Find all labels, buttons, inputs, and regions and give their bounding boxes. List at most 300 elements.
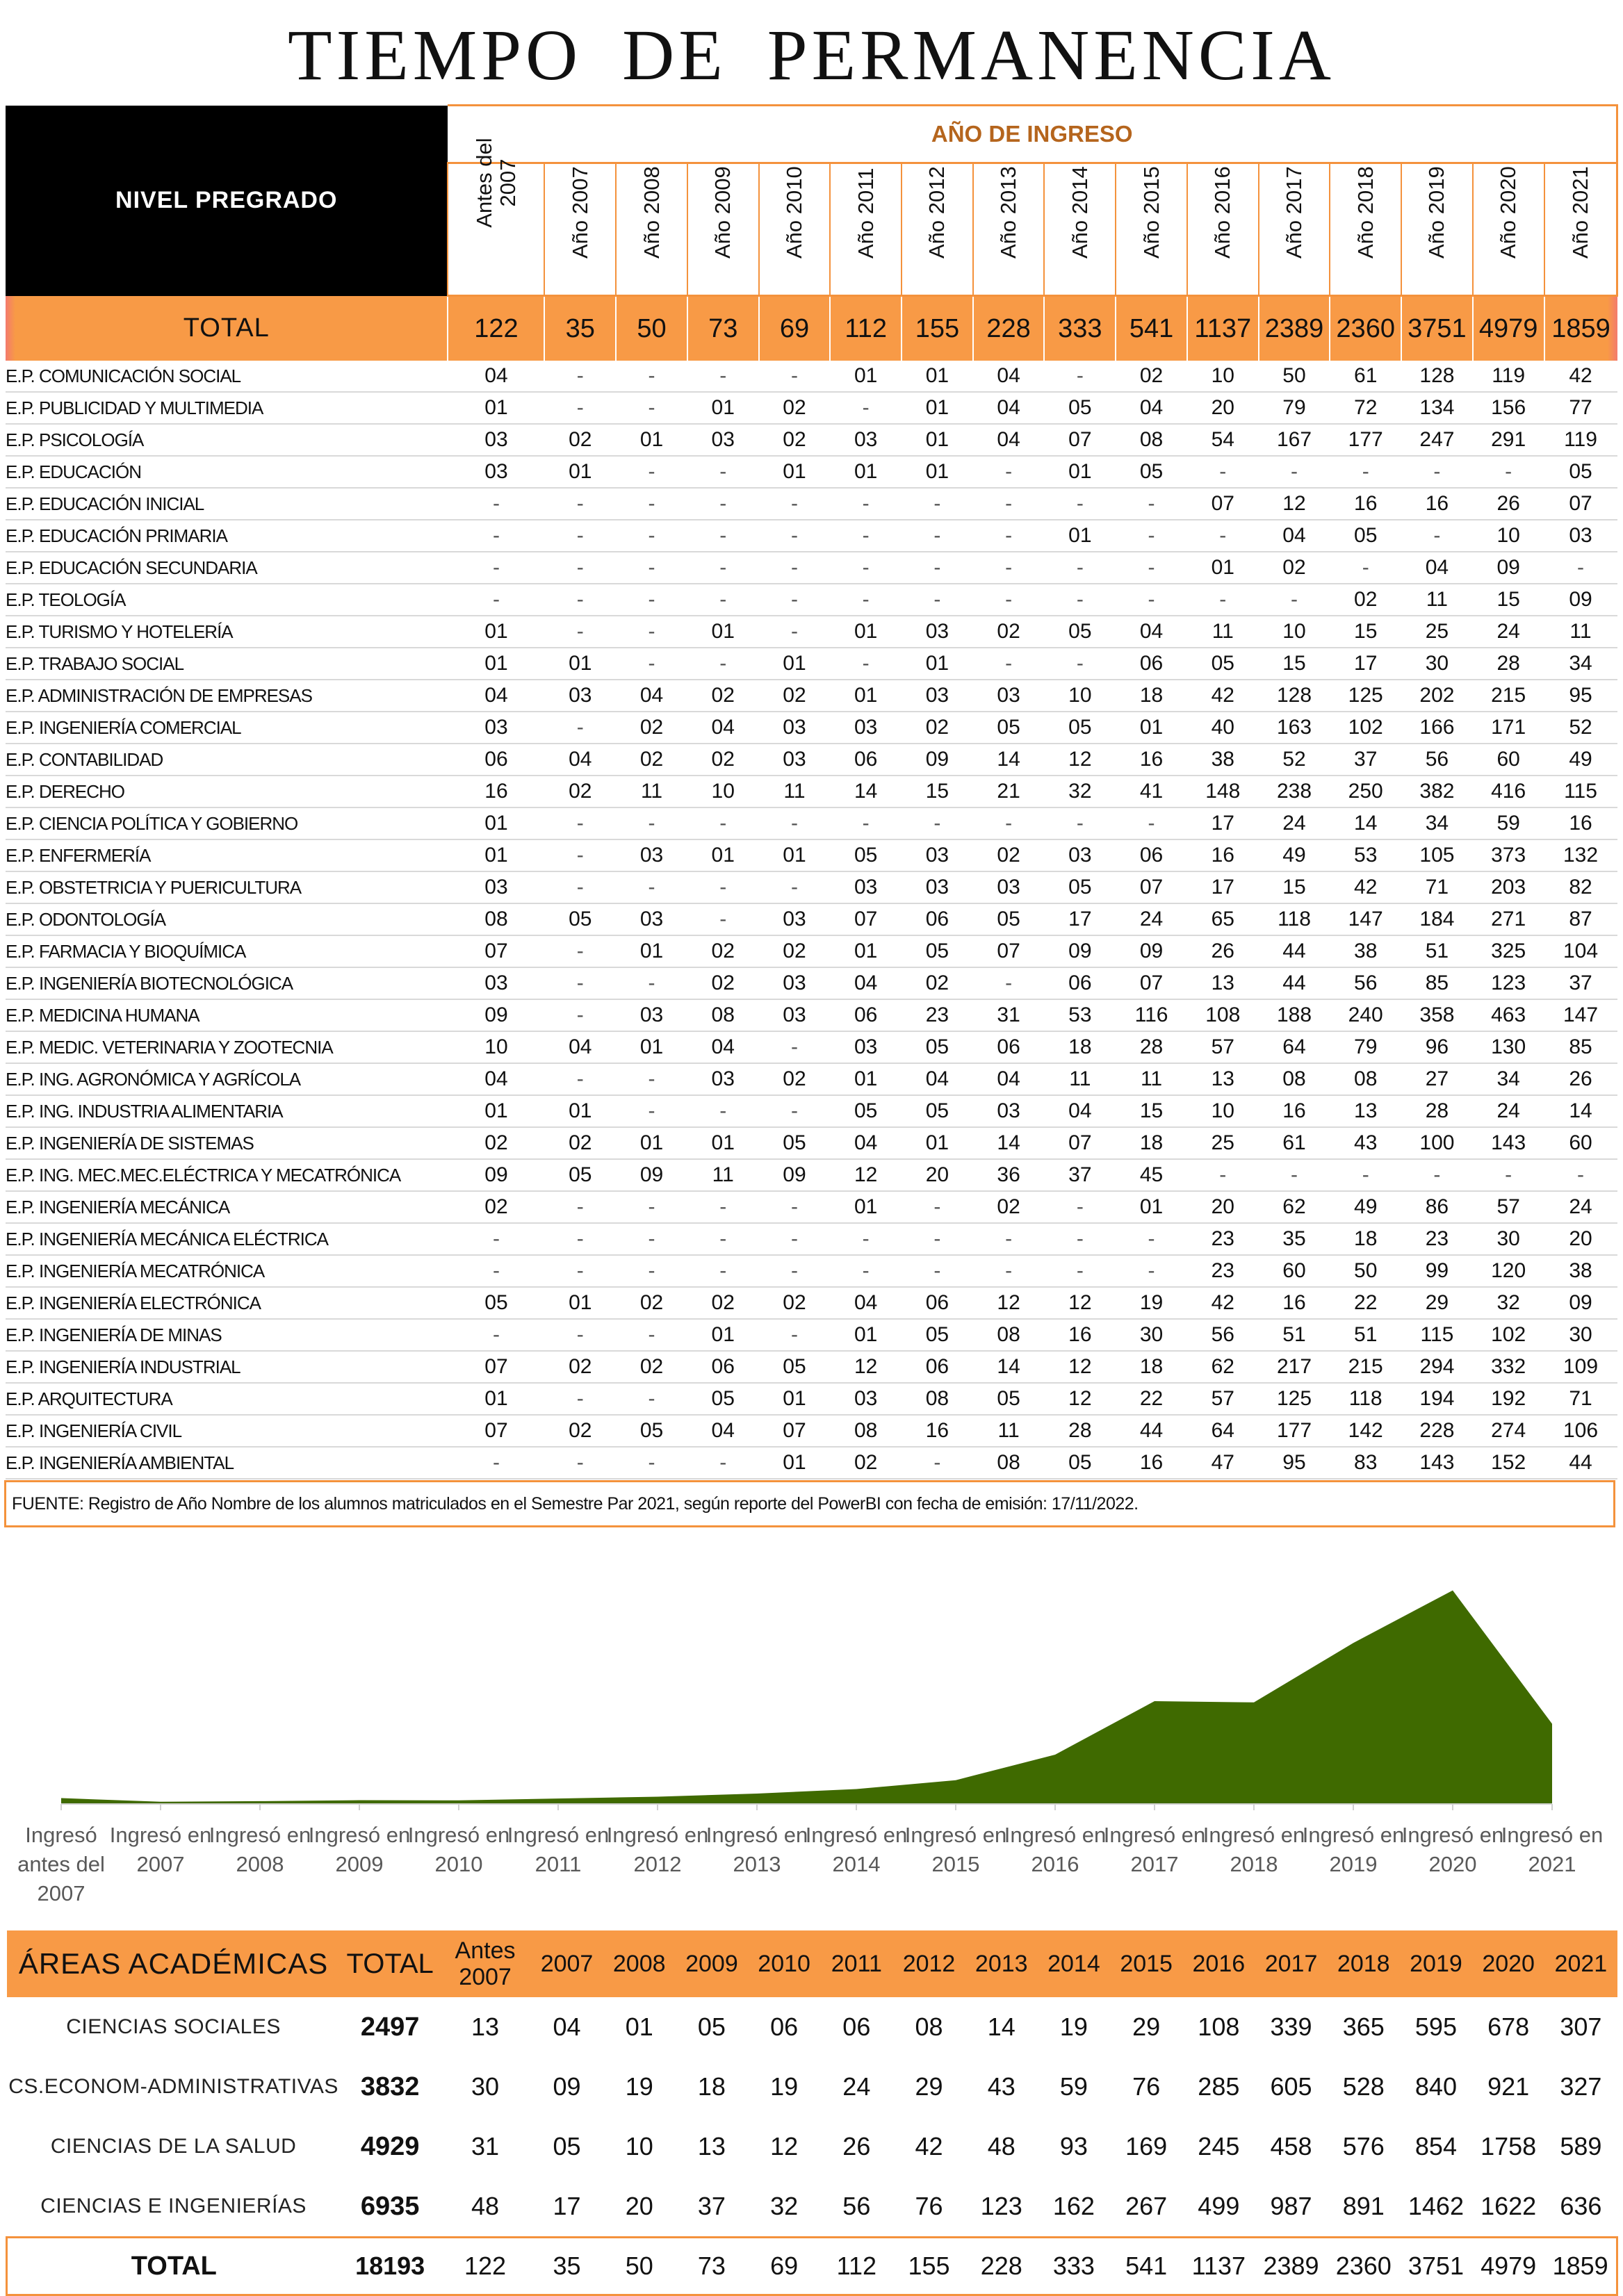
area-cell: 09 bbox=[553, 2072, 581, 2101]
total-value: 228 bbox=[973, 296, 1045, 361]
program-name: E.P. INGENIERÍA BIOTECNOLÓGICA bbox=[6, 967, 448, 999]
table-cell: 53 bbox=[1330, 839, 1401, 871]
areas-total-label: TOTAL bbox=[7, 2238, 341, 2295]
table-cell: 128 bbox=[1259, 680, 1330, 712]
areas-header-cell: 2019 bbox=[1400, 1930, 1472, 1997]
table-cell: - bbox=[1116, 1255, 1187, 1287]
table-cell: 14 bbox=[1544, 1095, 1617, 1127]
table-cell: 18 bbox=[1116, 1351, 1187, 1383]
table-cell: 03 bbox=[902, 680, 973, 712]
table-row bbox=[6, 903, 1617, 935]
areas-row bbox=[7, 2057, 1617, 2117]
areas-header-cell: 2008 bbox=[603, 1930, 676, 1997]
table-cell: - bbox=[902, 552, 973, 584]
table-cell: 02 bbox=[616, 1287, 687, 1319]
table-cell: - bbox=[544, 584, 616, 616]
table-cell: 37 bbox=[1544, 967, 1617, 999]
table-cell: 12 bbox=[830, 1159, 902, 1191]
table-cell: - bbox=[759, 584, 831, 616]
table-cell: 09 bbox=[1473, 552, 1544, 584]
area-cell: 24 bbox=[842, 2072, 871, 2101]
table-row bbox=[6, 967, 1617, 999]
table-cell: 167 bbox=[1259, 424, 1330, 456]
program-name: E.P. TEOLOGÍA bbox=[6, 584, 448, 616]
program-name: E.P. INGENIERÍA COMERCIAL bbox=[6, 712, 448, 744]
table-cell: 09 bbox=[902, 744, 973, 776]
areas-total-row bbox=[7, 2238, 1617, 2295]
table-cell: 10 bbox=[1259, 616, 1330, 648]
year-header-label: Año 2019 bbox=[1424, 166, 1449, 259]
table-cell: 02 bbox=[1259, 552, 1330, 584]
area-cell: 245 bbox=[1198, 2132, 1240, 2160]
table-cell: 04 bbox=[1401, 552, 1473, 584]
table-cell: 08 bbox=[830, 1415, 902, 1447]
program-name: E.P. ING. MEC.MEC.ELÉCTRICA Y MECATRÓNICA bbox=[6, 1159, 448, 1191]
table-cell: - bbox=[902, 807, 973, 839]
table-cell: 11 bbox=[1116, 1063, 1187, 1095]
areas-total-cell: 541 bbox=[1110, 2238, 1182, 2295]
table-cell: - bbox=[448, 488, 544, 520]
table-cell: 294 bbox=[1401, 1351, 1473, 1383]
table-cell: 20 bbox=[902, 1159, 973, 1191]
table-cell: 15 bbox=[1330, 616, 1401, 648]
table-cell: - bbox=[544, 361, 616, 392]
table-cell: 228 bbox=[1401, 1415, 1473, 1447]
table-cell: 03 bbox=[544, 680, 616, 712]
table-cell: 40 bbox=[1187, 712, 1259, 744]
table-cell: 71 bbox=[1401, 871, 1473, 903]
table-cell: 11 bbox=[1544, 616, 1617, 648]
table-cell: 02 bbox=[544, 1127, 616, 1159]
table-cell: 147 bbox=[1330, 903, 1401, 935]
table-cell: 08 bbox=[1259, 1063, 1330, 1095]
table-cell: 24 bbox=[1544, 1191, 1617, 1223]
table-cell: 11 bbox=[759, 776, 831, 807]
table-row bbox=[6, 1351, 1617, 1383]
area-cell: 76 bbox=[915, 2192, 943, 2220]
table-cell: 85 bbox=[1544, 1031, 1617, 1063]
year-header-label: Año 2009 bbox=[710, 166, 735, 259]
areas-total-cell: 2389 bbox=[1255, 2238, 1327, 2295]
program-name: E.P. ENFERMERÍA bbox=[6, 839, 448, 871]
area-cell: 48 bbox=[471, 2192, 500, 2220]
table-cell: 95 bbox=[1259, 1447, 1330, 1479]
table-cell: 147 bbox=[1544, 999, 1617, 1031]
table-cell: 03 bbox=[830, 1031, 902, 1063]
table-cell: - bbox=[1187, 1159, 1259, 1191]
areas-grand-total: 18193 bbox=[341, 2238, 440, 2295]
table-cell: 04 bbox=[830, 1127, 902, 1159]
table-cell: 07 bbox=[973, 935, 1045, 967]
table-row bbox=[6, 935, 1617, 967]
x-tick-label: Ingresó en 2007 bbox=[109, 1823, 212, 1876]
page-title: TIEMPO DE PERMANENCIA bbox=[288, 15, 1335, 95]
area-cell: 43 bbox=[987, 2072, 1016, 2101]
table-cell: 102 bbox=[1330, 712, 1401, 744]
area-cell: 32 bbox=[770, 2192, 799, 2220]
table-cell: - bbox=[616, 1447, 687, 1479]
table-cell: 62 bbox=[1259, 1191, 1330, 1223]
table-cell: 463 bbox=[1473, 999, 1544, 1031]
table-cell: 34 bbox=[1544, 648, 1617, 680]
program-name: E.P. ING. AGRONÓMICA Y AGRÍCOLA bbox=[6, 1063, 448, 1095]
table-cell: 13 bbox=[1187, 1063, 1259, 1095]
table-cell: - bbox=[830, 1255, 902, 1287]
table-cell: 07 bbox=[830, 903, 902, 935]
areas-total-cell: 73 bbox=[676, 2238, 748, 2295]
year-header bbox=[973, 163, 1045, 296]
area-cell: 05 bbox=[697, 2012, 726, 2041]
table-cell: 44 bbox=[1259, 935, 1330, 967]
table-cell: 04 bbox=[1259, 520, 1330, 552]
table-cell: 16 bbox=[1187, 839, 1259, 871]
table-cell: 12 bbox=[1044, 744, 1116, 776]
table-cell: - bbox=[616, 967, 687, 999]
table-cell: 01 bbox=[687, 392, 759, 424]
program-name: E.P. INGENIERÍA CIVIL bbox=[6, 1415, 448, 1447]
table-cell: 01 bbox=[830, 935, 902, 967]
table-cell: 194 bbox=[1401, 1383, 1473, 1415]
table-cell: 217 bbox=[1259, 1351, 1330, 1383]
table-cell: 02 bbox=[973, 616, 1045, 648]
table-cell: - bbox=[544, 839, 616, 871]
table-cell: 01 bbox=[902, 424, 973, 456]
x-tick-label: Ingresó en 2011 bbox=[507, 1823, 610, 1876]
program-name: E.P. INGENIERÍA MECÁNICA ELÉCTRICA bbox=[6, 1223, 448, 1255]
table-cell: 10 bbox=[1044, 680, 1116, 712]
table-cell: 02 bbox=[687, 680, 759, 712]
table-cell: 37 bbox=[1330, 744, 1401, 776]
table-cell: 118 bbox=[1330, 1383, 1401, 1415]
table-cell: - bbox=[830, 488, 902, 520]
table-cell: 03 bbox=[616, 999, 687, 1031]
area-cell: 06 bbox=[770, 2012, 799, 2041]
table-cell: - bbox=[830, 584, 902, 616]
table-cell: 56 bbox=[1330, 967, 1401, 999]
table-cell: 04 bbox=[544, 1031, 616, 1063]
table-cell: - bbox=[1116, 520, 1187, 552]
table-cell: 01 bbox=[544, 648, 616, 680]
area-cell: 339 bbox=[1270, 2012, 1312, 2041]
area-cell: 576 bbox=[1342, 2132, 1385, 2160]
table-cell: 132 bbox=[1544, 839, 1617, 871]
areas-total-cell: 228 bbox=[965, 2238, 1038, 2295]
table-cell: 01 bbox=[616, 424, 687, 456]
table-cell: 09 bbox=[759, 1159, 831, 1191]
table-cell: 30 bbox=[1116, 1319, 1187, 1351]
table-cell: 56 bbox=[1187, 1319, 1259, 1351]
table-cell: 11 bbox=[616, 776, 687, 807]
table-cell: 08 bbox=[687, 999, 759, 1031]
total-value: 1859 bbox=[1544, 296, 1617, 361]
table-cell: 05 bbox=[544, 1159, 616, 1191]
table-cell: 57 bbox=[1187, 1031, 1259, 1063]
table-cell: 171 bbox=[1473, 712, 1544, 744]
table-cell: 57 bbox=[1187, 1383, 1259, 1415]
total-value: 112 bbox=[830, 296, 902, 361]
area-cell: 499 bbox=[1198, 2192, 1240, 2220]
table-cell: 04 bbox=[448, 361, 544, 392]
area-cell: 854 bbox=[1414, 2132, 1457, 2160]
table-cell: 01 bbox=[830, 616, 902, 648]
table-cell: 21 bbox=[973, 776, 1045, 807]
areas-table bbox=[6, 1930, 1618, 2296]
area-cell: 31 bbox=[471, 2132, 500, 2160]
areas-row bbox=[7, 2176, 1617, 2238]
table-cell: 03 bbox=[448, 424, 544, 456]
table-cell: 11 bbox=[1187, 616, 1259, 648]
year-header-label: Año 2021 bbox=[1567, 166, 1592, 259]
table-cell: 20 bbox=[1187, 1191, 1259, 1223]
table-cell: 52 bbox=[1544, 712, 1617, 744]
table-cell: - bbox=[759, 488, 831, 520]
table-cell: 15 bbox=[1473, 584, 1544, 616]
table-cell: - bbox=[616, 1223, 687, 1255]
table-cell: 115 bbox=[1401, 1319, 1473, 1351]
table-cell: 02 bbox=[759, 1287, 831, 1319]
table-row bbox=[6, 1319, 1617, 1351]
table-cell: 100 bbox=[1401, 1127, 1473, 1159]
table-cell: - bbox=[973, 807, 1045, 839]
areas-row bbox=[7, 2117, 1617, 2176]
table-cell: 382 bbox=[1401, 776, 1473, 807]
table-cell: 16 bbox=[1116, 1447, 1187, 1479]
table-row bbox=[6, 1127, 1617, 1159]
table-cell: 01 bbox=[544, 456, 616, 488]
table-cell: - bbox=[448, 1223, 544, 1255]
ano-ingreso-header: AÑO DE INGRESO bbox=[448, 106, 1617, 163]
year-header-label: Año 2016 bbox=[1210, 166, 1235, 259]
area-cell: 08 bbox=[915, 2012, 943, 2041]
table-row bbox=[6, 1031, 1617, 1063]
table-cell: 04 bbox=[830, 967, 902, 999]
table-cell: 79 bbox=[1259, 392, 1330, 424]
x-tick-label: Ingresó en 2019 bbox=[1302, 1823, 1405, 1876]
year-header-label: Año 2007 bbox=[567, 166, 592, 259]
program-name: E.P. CIENCIA POLÍTICA Y GOBIERNO bbox=[6, 807, 448, 839]
table-cell: 358 bbox=[1401, 999, 1473, 1031]
table-cell: 41 bbox=[1116, 776, 1187, 807]
table-cell: - bbox=[687, 361, 759, 392]
x-tick-label: Ingresó en 2020 bbox=[1401, 1823, 1504, 1876]
table-cell: - bbox=[616, 616, 687, 648]
table-cell: 02 bbox=[1330, 584, 1401, 616]
area-cell: 76 bbox=[1132, 2072, 1161, 2101]
table-cell: 99 bbox=[1401, 1255, 1473, 1287]
table-cell: - bbox=[973, 1223, 1045, 1255]
table-cell: - bbox=[616, 1191, 687, 1223]
table-cell: 02 bbox=[544, 1351, 616, 1383]
year-header bbox=[1259, 163, 1330, 296]
table-cell: 10 bbox=[1187, 1095, 1259, 1127]
table-cell: 09 bbox=[1116, 935, 1187, 967]
table-cell: - bbox=[902, 1223, 973, 1255]
x-tick-label: Ingresó en 2012 bbox=[606, 1823, 709, 1876]
table-cell: 07 bbox=[759, 1415, 831, 1447]
areas-header-cell: 2014 bbox=[1038, 1930, 1110, 1997]
area-cell: 20 bbox=[625, 2192, 653, 2220]
areas-header-cell: 2010 bbox=[748, 1930, 820, 1997]
table-cell: - bbox=[448, 552, 544, 584]
table-cell: 11 bbox=[687, 1159, 759, 1191]
area-cell: 285 bbox=[1198, 2072, 1240, 2101]
table-cell: 24 bbox=[1259, 807, 1330, 839]
areas-header-cell: 2009 bbox=[676, 1930, 748, 1997]
table-cell: - bbox=[1259, 456, 1330, 488]
table-cell: - bbox=[902, 1255, 973, 1287]
total-value: 2360 bbox=[1330, 296, 1401, 361]
table-cell: 42 bbox=[1544, 361, 1617, 392]
table-cell: - bbox=[616, 392, 687, 424]
area-series bbox=[61, 1591, 1552, 1803]
table-cell: 60 bbox=[1473, 744, 1544, 776]
table-cell: - bbox=[1330, 1159, 1401, 1191]
table-cell: 105 bbox=[1401, 839, 1473, 871]
table-cell: 01 bbox=[687, 616, 759, 648]
table-cell: 05 bbox=[544, 903, 616, 935]
table-cell: 04 bbox=[973, 424, 1045, 456]
program-name: E.P. PUBLICIDAD Y MULTIMEDIA bbox=[6, 392, 448, 424]
table-cell: - bbox=[544, 520, 616, 552]
table-cell: 08 bbox=[1116, 424, 1187, 456]
table-cell: - bbox=[616, 807, 687, 839]
x-tick-label: Ingresó en 2010 bbox=[407, 1823, 510, 1876]
table-cell: 49 bbox=[1544, 744, 1617, 776]
area-total: 3832 bbox=[360, 2072, 420, 2101]
table-cell: 64 bbox=[1259, 1031, 1330, 1063]
table-cell: 123 bbox=[1473, 967, 1544, 999]
total-value: 69 bbox=[759, 296, 831, 361]
program-name: E.P. FARMACIA Y BIOQUÍMICA bbox=[6, 935, 448, 967]
table-cell: 16 bbox=[448, 776, 544, 807]
area-cell: 365 bbox=[1342, 2012, 1385, 2041]
table-row bbox=[6, 712, 1617, 744]
table-row bbox=[6, 1415, 1617, 1447]
table-cell: 28 bbox=[1044, 1415, 1116, 1447]
table-cell: 01 bbox=[687, 1127, 759, 1159]
table-cell: 02 bbox=[759, 424, 831, 456]
table-cell: 05 bbox=[1187, 648, 1259, 680]
total-value: 50 bbox=[616, 296, 687, 361]
table-cell: 01 bbox=[830, 456, 902, 488]
year-header bbox=[902, 163, 973, 296]
area-cell: 18 bbox=[697, 2072, 726, 2101]
table-cell: 02 bbox=[759, 1063, 831, 1095]
table-cell: 373 bbox=[1473, 839, 1544, 871]
table-cell: 128 bbox=[1401, 361, 1473, 392]
table-cell: 83 bbox=[1330, 1447, 1401, 1479]
table-cell: 03 bbox=[902, 839, 973, 871]
x-tick-label: Ingresó en 2014 bbox=[805, 1823, 908, 1876]
year-header-label: Año 2008 bbox=[639, 166, 664, 259]
table-cell: - bbox=[1044, 1255, 1116, 1287]
year-header-label: Año 2017 bbox=[1281, 166, 1306, 259]
table-cell: - bbox=[544, 392, 616, 424]
year-header bbox=[1473, 163, 1544, 296]
table-cell: 16 bbox=[1259, 1287, 1330, 1319]
table-cell: 04 bbox=[1116, 616, 1187, 648]
table-cell: - bbox=[759, 361, 831, 392]
year-header bbox=[448, 138, 544, 296]
table-cell: 15 bbox=[1259, 648, 1330, 680]
table-cell: 08 bbox=[973, 1447, 1045, 1479]
table-cell: 05 bbox=[902, 1031, 973, 1063]
table-cell: - bbox=[448, 1255, 544, 1287]
table-cell: - bbox=[759, 1255, 831, 1287]
table-row bbox=[6, 1159, 1617, 1191]
table-cell: 03 bbox=[973, 871, 1045, 903]
table-cell: - bbox=[616, 648, 687, 680]
table-cell: 06 bbox=[687, 1351, 759, 1383]
table-cell: 03 bbox=[830, 424, 902, 456]
table-cell: - bbox=[1330, 456, 1401, 488]
table-cell: 12 bbox=[1044, 1287, 1116, 1319]
table-cell: 03 bbox=[973, 680, 1045, 712]
x-tick-label: Ingresó en 2018 bbox=[1202, 1823, 1305, 1876]
table-cell: - bbox=[830, 552, 902, 584]
table-cell: 01 bbox=[448, 648, 544, 680]
table-cell: 87 bbox=[1544, 903, 1617, 935]
table-cell: 02 bbox=[544, 1415, 616, 1447]
table-cell: - bbox=[830, 648, 902, 680]
table-cell: 01 bbox=[759, 1447, 831, 1479]
areas-header-cell: Antes 2007 bbox=[440, 1930, 531, 1997]
area-cell: 1622 bbox=[1481, 2192, 1537, 2220]
table-cell: - bbox=[544, 552, 616, 584]
table-cell: 01 bbox=[902, 456, 973, 488]
table-cell: 29 bbox=[1401, 1287, 1473, 1319]
table-cell: - bbox=[544, 1447, 616, 1479]
table-cell: - bbox=[759, 871, 831, 903]
table-cell: 01 bbox=[448, 616, 544, 648]
table-cell: 109 bbox=[1544, 1351, 1617, 1383]
table-cell: 49 bbox=[1330, 1191, 1401, 1223]
table-cell: 01 bbox=[830, 1063, 902, 1095]
table-cell: 125 bbox=[1259, 1383, 1330, 1415]
table-cell: 01 bbox=[902, 392, 973, 424]
area-cell: 123 bbox=[980, 2192, 1022, 2220]
table-cell: - bbox=[759, 1223, 831, 1255]
areas-row bbox=[7, 1997, 1617, 2057]
year-header bbox=[1544, 163, 1617, 296]
table-cell: 03 bbox=[687, 424, 759, 456]
table-cell: 03 bbox=[1044, 839, 1116, 871]
table-cell: - bbox=[616, 520, 687, 552]
table-cell: 20 bbox=[1187, 392, 1259, 424]
table-cell: 134 bbox=[1401, 392, 1473, 424]
year-header bbox=[1116, 163, 1187, 296]
table-cell: - bbox=[687, 1191, 759, 1223]
table-cell: 07 bbox=[1116, 871, 1187, 903]
table-cell: 11 bbox=[1044, 1063, 1116, 1095]
table-cell: 42 bbox=[1187, 680, 1259, 712]
table-cell: 57 bbox=[1473, 1191, 1544, 1223]
table-cell: 148 bbox=[1187, 776, 1259, 807]
area-cell: 267 bbox=[1125, 2192, 1168, 2220]
table-cell: 03 bbox=[902, 616, 973, 648]
table-cell: 38 bbox=[1544, 1255, 1617, 1287]
table-cell: 01 bbox=[616, 1031, 687, 1063]
area-cell: 93 bbox=[1059, 2132, 1088, 2160]
areas-header-row bbox=[7, 1930, 1617, 1997]
table-cell: 05 bbox=[830, 839, 902, 871]
table-cell: - bbox=[1401, 1159, 1473, 1191]
table-cell: - bbox=[1330, 552, 1401, 584]
table-cell: 02 bbox=[544, 776, 616, 807]
area-cell: 14 bbox=[987, 2012, 1016, 2041]
table-cell: 06 bbox=[830, 744, 902, 776]
table-row bbox=[6, 456, 1617, 488]
